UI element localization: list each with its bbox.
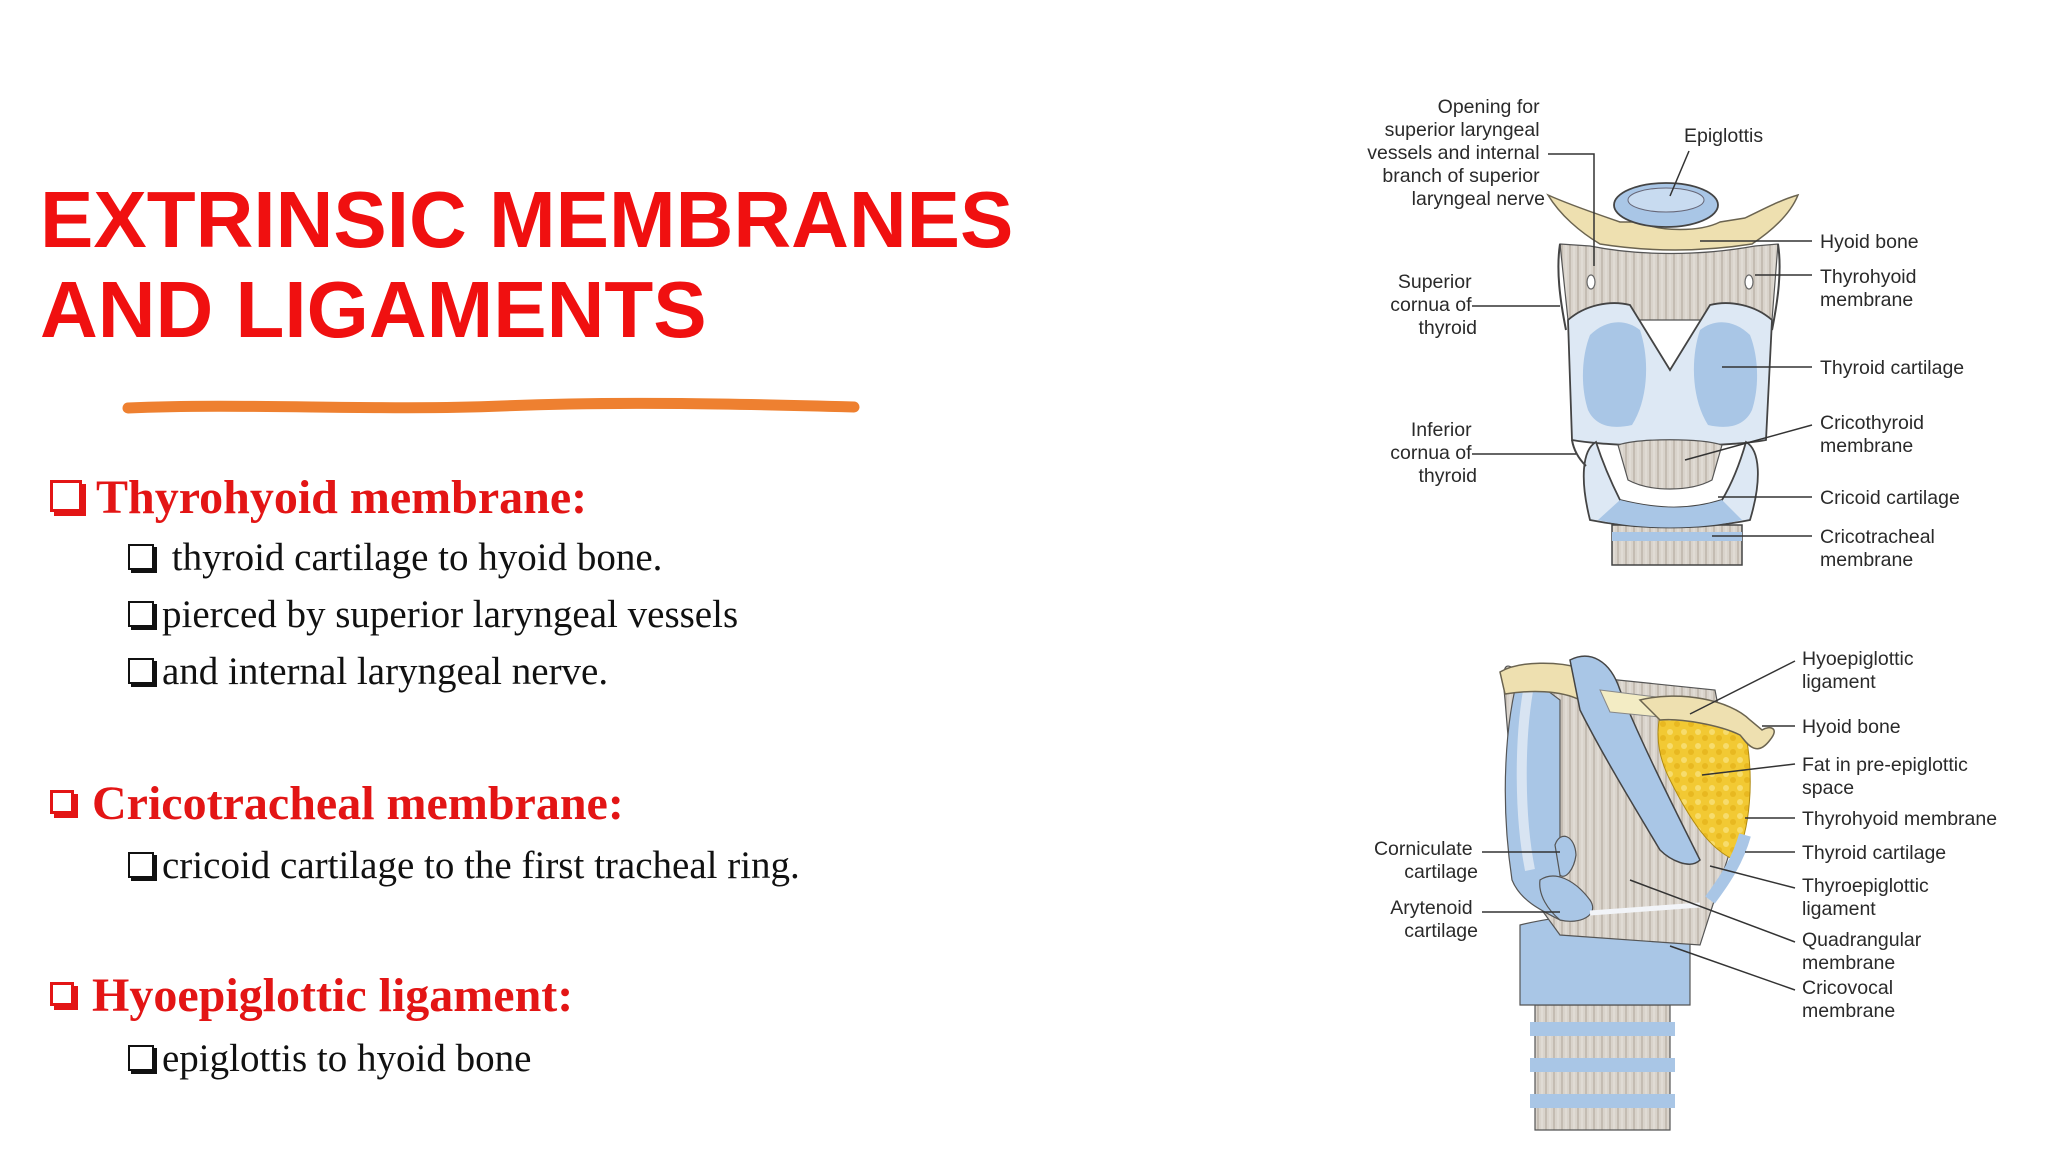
section-heading-text: Thyrohyoid membrane: — [96, 471, 588, 524]
cricothyroid-membrane-shape — [1618, 440, 1722, 489]
label-opening-superior-laryngeal: Opening for superior laryngeal vessels and internal branch of superior laryngeal nerve — [1367, 96, 1545, 210]
thyroid-lamina-left-shape — [1583, 322, 1646, 427]
slide-title-line-1: EXTRINSIC MEMBRANES — [40, 175, 1014, 264]
label-arytenoid-cartilage: Arytenoid cartilage — [1390, 897, 1478, 942]
label-cricothyroid-membrane: Cricothyroid membrane — [1820, 412, 1925, 457]
label-cricotracheal-membrane: Cricotracheal membrane — [1820, 526, 1935, 571]
label-epiglottis: Epiglottis — [1684, 125, 1764, 147]
epiglottis-highlight-shape — [1628, 188, 1704, 212]
label-cricovocal-membrane: Cricovocal membrane — [1802, 977, 1896, 1022]
label-hyoid-bone: Hyoid bone — [1820, 231, 1919, 253]
section-heading-text: Cricotracheal membrane: — [92, 777, 624, 830]
bullet-text: pierced by superior laryngeal vessels — [162, 593, 739, 636]
label-corniculate-cartilage: Corniculate cartilage — [1373, 838, 1478, 883]
tracheal-ring-shape — [1530, 1022, 1675, 1036]
label-superior-cornua: Superior cornua of thyroid — [1390, 271, 1477, 339]
bullet-text: and internal laryngeal nerve. — [162, 650, 609, 693]
label-thyroid-cartilage-bottom: Thyroid cartilage — [1802, 842, 1947, 864]
section-heading-text: Hyoepiglottic ligament: — [92, 969, 574, 1022]
label-fat-pre-epiglottic: Fat in pre-epiglottic space — [1802, 754, 1968, 799]
tracheal-ring-shape — [1530, 1094, 1675, 1108]
bullet-text: cricoid cartilage to the first tracheal ring. — [162, 844, 800, 887]
thyroid-lamina-right-shape — [1694, 322, 1757, 427]
label-quadrangular-membrane: Quadrangular membrane — [1802, 929, 1922, 974]
slide-title-line-2: AND LIGAMENTS — [40, 265, 707, 354]
larynx-anterior-view — [1367, 96, 1964, 571]
label-thyroid-cartilage: Thyroid cartilage — [1820, 357, 1965, 379]
label-hyoid-bone-bottom: Hyoid bone — [1802, 716, 1901, 738]
bullet-text: thyroid cartilage to hyoid bone. — [162, 536, 663, 579]
label-hyoepiglottic-ligament: Hyoepiglottic ligament — [1802, 648, 1914, 693]
label-thyrohyoid-membrane: Thyrohyoid membrane — [1820, 266, 1917, 311]
label-cricoid-cartilage: Cricoid cartilage — [1820, 487, 1960, 509]
cricoid-arch-shape — [1598, 500, 1742, 528]
foramen-left-shape — [1587, 275, 1595, 289]
label-inferior-cornua: Inferior cornua of thyroid — [1390, 419, 1477, 487]
label-thyrohyoid-membrane-bottom: Thyrohyoid membrane — [1802, 808, 1998, 830]
trachea-shape — [1612, 525, 1742, 565]
label-thyroepiglottic-ligament: Thyroepiglottic ligament — [1802, 875, 1929, 920]
inferior-cornu-shape — [1572, 440, 1586, 466]
bullet-text: epiglottis to hyoid bone — [162, 1037, 532, 1080]
tracheal-ring-shape — [1530, 1058, 1675, 1072]
larynx-sagittal-view — [1374, 648, 1997, 1130]
foramen-right-shape — [1745, 275, 1753, 289]
